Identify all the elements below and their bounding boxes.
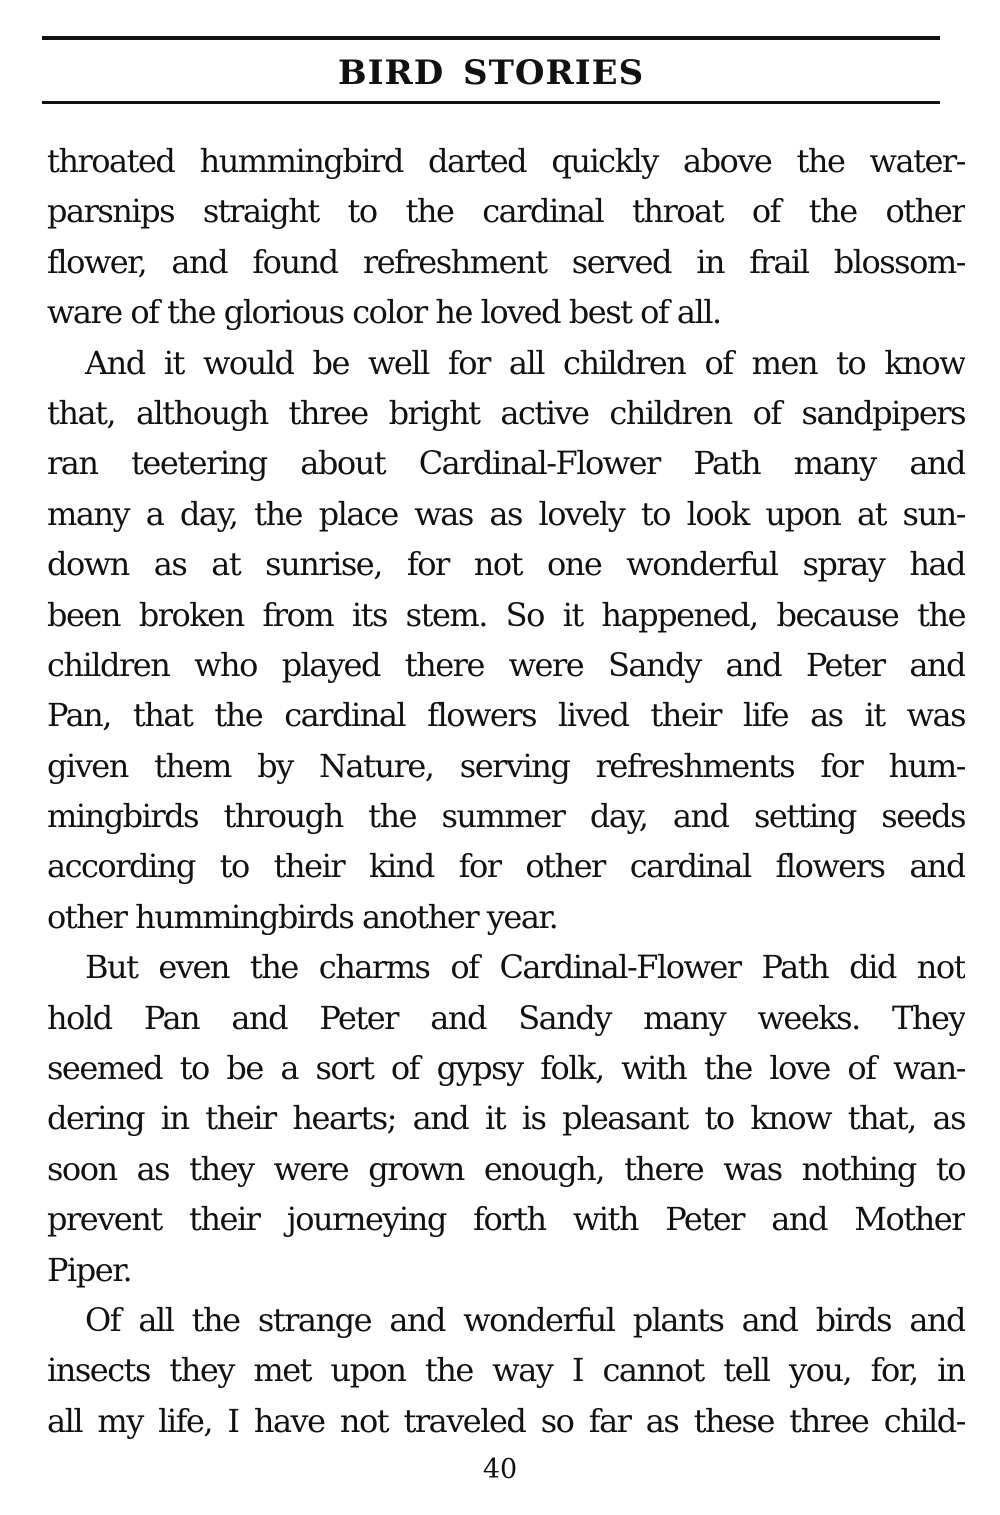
text-line: Piper. <box>47 1250 132 1289</box>
text-line: many a day, the place was as lovely to look upon at sun- <box>47 494 965 533</box>
text-line: parsnips straight to the cardinal throat of the other <box>47 192 965 231</box>
text-line: other hummingbirds another year. <box>47 897 558 936</box>
text-line: ran teetering about Cardinal-Flower Path many and <box>47 444 965 483</box>
text-line: soon as they were grown enough, there was nothing to <box>47 1149 965 1188</box>
text-line: seemed to be a sort of gypsy folk, with the love of wan- <box>47 1049 965 1088</box>
text-line: been broken from its stem. So it happened, because the <box>47 595 965 634</box>
text-line: insects they met upon the way I cannot tell you, for, in <box>47 1351 965 1390</box>
text-line: down as at sunrise, for not one wonderful spray had <box>47 545 965 584</box>
text-line: dering in their hearts; and it is pleasant to know that, as <box>47 1099 965 1138</box>
text-line: Pan, that the cardinal flowers lived their life as it was <box>47 696 965 735</box>
header-rule-top <box>42 36 940 40</box>
running-title: BIRD STORIES <box>337 53 645 93</box>
text-line: given them by Nature, serving refreshments for hum- <box>47 746 965 785</box>
header-rule-bottom <box>42 101 940 104</box>
paragraph-first-line: But even the charms of Cardinal-Flower Path did not <box>85 948 965 987</box>
text-line: that, although three bright active children of sandpipers <box>47 393 965 432</box>
text-line: according to their kind for other cardinal flowers and <box>47 847 965 886</box>
text-line: all my life, I have not traveled so far as these three child- <box>47 1401 965 1440</box>
text-line: flower, and found refreshment served in frail blossom- <box>47 242 965 281</box>
paragraph-first-line: Of all the strange and wonderful plants and birds and <box>85 1300 965 1339</box>
text-line: ware of the glorious color he loved best of all. <box>47 293 721 332</box>
text-line: mingbirds through the summer day, and setting seeds <box>47 797 965 836</box>
page-number: 40 <box>482 1454 518 1485</box>
text-line: children who played there were Sandy and Peter and <box>47 645 965 684</box>
text-line: throated hummingbird darted quickly above the water- <box>47 142 965 180</box>
text-line: prevent their journeying forth with Peter and Mother <box>47 1200 965 1239</box>
body-text <box>47 136 965 1446</box>
text-line: hold Pan and Peter and Sandy many weeks. They <box>47 998 965 1037</box>
paragraph-first-line: And it would be well for all children of men to know <box>85 343 965 382</box>
